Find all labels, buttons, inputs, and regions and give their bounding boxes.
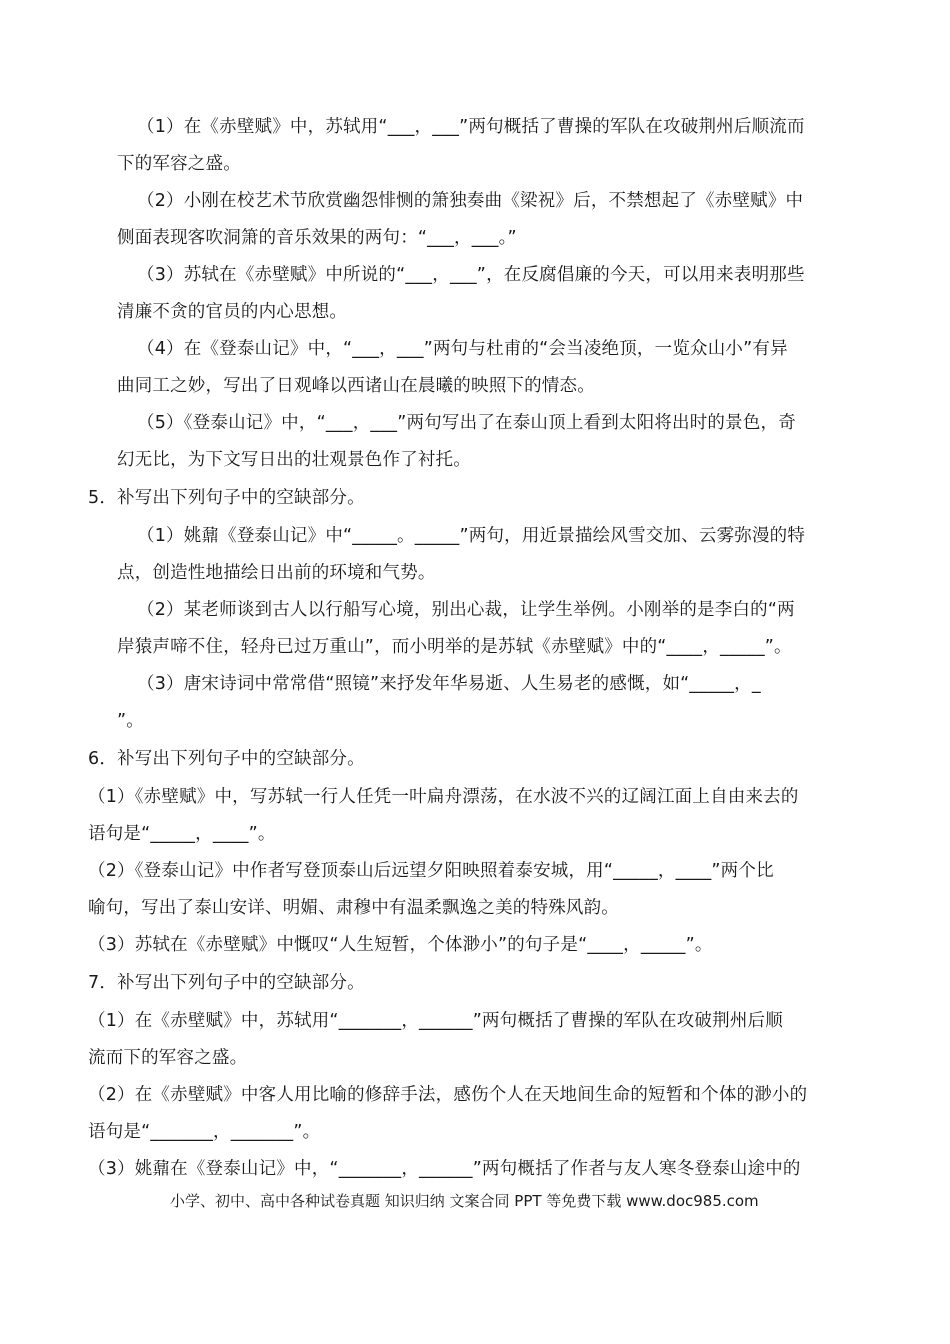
q6-item-1-line-2: 语句是“_____，____”。 — [88, 824, 276, 844]
q4-item-5-line-2: 幻无比，为下文写日出的壮观景色作了衬托。 — [117, 450, 471, 470]
q6-title: 6．补写出下列句子中的空缺部分。 — [88, 749, 365, 769]
q5-item-2-line-1: （2）某老师谈到古人以行船写心境，别出心裁，让学生举例。小刚举的是李白的“两 — [137, 600, 795, 620]
q5-title: 5．补写出下列句子中的空缺部分。 — [88, 488, 365, 508]
q4-item-4-line-1: （4）在《登泰山记》中，“___，___”两句与杜甫的“会当凌绝顶，一览众山小”有异 — [137, 339, 788, 359]
q4-item-3-line-2: 清廉不贪的官员的内心思想。 — [117, 302, 348, 322]
q5-item-1-line-1: （1）姚鼐《登泰山记》中“_____。_____”两句，用近景描绘风雪交加、云雾弥漫的特 — [137, 526, 806, 546]
q4-item-2-line-1: （2）小刚在校艺术节欣赏幽怨悱恻的箫独奏曲《梁祝》后，不禁想起了《赤壁赋》中 — [137, 191, 804, 211]
q7-item-1-line-1: （1）在《赤壁赋》中，苏轼用“_______，______”两句概括了曹操的军队在攻破荆州后顺 — [88, 1011, 783, 1031]
q7-item-1-line-2: 流而下的军容之盛。 — [88, 1048, 248, 1068]
q7-item-3-line-1: （3）姚鼐在《登泰山记》中，“_______，______”两句概括了作者与友人寒冬登泰山途中的 — [88, 1159, 801, 1179]
q4-item-5-line-1: （5）《登泰山记》中，“___，___”两句写出了在泰山顶上看到太阳将出时的景色，奇 — [137, 413, 796, 433]
page-footer: 小学、初中、高中各种试卷真题 知识归纳 文案合同 PPT 等免费下载 www.doc985.com — [170, 1192, 759, 1210]
q5-item-2-line-2: 岸猿声啼不住，轻舟已过万重山”，而小明举的是苏轼《赤壁赋》中的“____，_____”。 — [117, 637, 792, 657]
q6-item-2-line-2: 喻句，写出了泰山安详、明媚、肃穆中有温柔飘逸之美的特殊风韵。 — [88, 898, 619, 918]
q6-item-3-line-1: （3）苏轼在《赤壁赋》中慨叹“人生短暂，个体渺小”的句子是“____，_____”。 — [88, 935, 713, 955]
q4-item-4-line-2: 曲同工之妙，写出了日观峰以西诸山在晨曦的映照下的情态。 — [117, 376, 595, 396]
q7-item-2-line-1: （2）在《赤壁赋》中客人用比喻的修辞手法，感伤个人在天地间生命的短暂和个体的渺小的 — [88, 1085, 808, 1105]
q4-item-1-line-2: 下的军容之盛。 — [117, 154, 241, 174]
q7-item-2-line-2: 语句是“_______，_______”。 — [88, 1122, 321, 1142]
q7-title: 7．补写出下列句子中的空缺部分。 — [88, 973, 365, 993]
q5-item-3-line-1: （3）唐宋诗词中常常借“照镜”来抒发年华易逝、人生易老的感慨，如“_____，_ — [137, 674, 761, 694]
q4-item-2-line-2: 侧面表现客吹洞箫的音乐效果的两句：“___，___。” — [117, 228, 517, 248]
q5-item-3-line-2: ”。 — [117, 711, 144, 731]
q4-item-3-line-1: （3）苏轼在《赤壁赋》中所说的“___，___”，在反腐倡廉的今天，可以用来表明那些 — [137, 265, 805, 285]
q6-item-1-line-1: （1）《赤壁赋》中，写苏轼一行人任凭一叶扁舟漂荡，在水波不兴的辽阔江面上自由来去的 — [88, 787, 799, 807]
q4-item-1-line-1: （1）在《赤壁赋》中，苏轼用“___，___”两句概括了曹操的军队在攻破荆州后顺流而 — [137, 117, 805, 137]
q5-item-1-line-2: 点，创造性地描绘日出前的环境和气势。 — [117, 563, 436, 583]
q6-item-2-line-1: （2）《登泰山记》中作者写登顶泰山后远望夕阳映照着泰安城，用“_____，____”两个比 — [88, 861, 774, 881]
